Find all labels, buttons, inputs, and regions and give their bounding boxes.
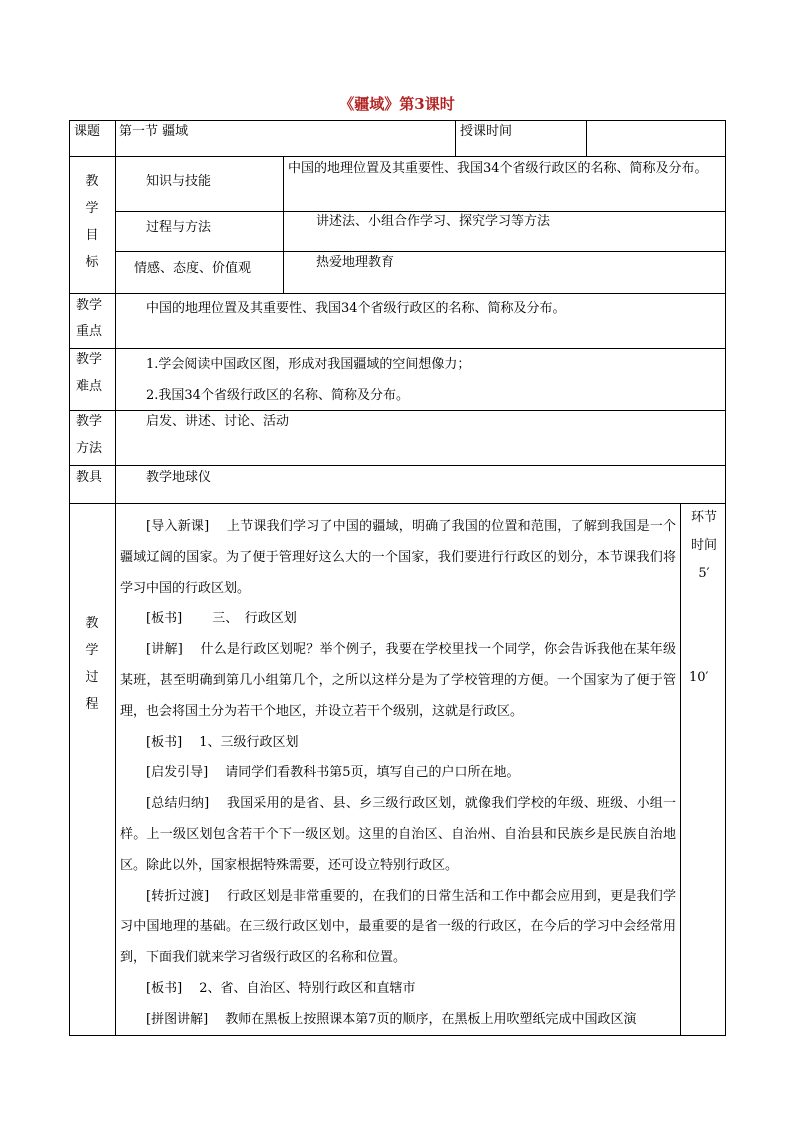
process-paragraph: [拼图讲解] 教师在黑板上按照课本第7页的顺序，在黑板上用吹塑纸完成中国政区演: [146, 1011, 637, 1027]
objective-text-attitude: 热爱地理教育: [316, 255, 395, 270]
stage-time-value: 10′: [689, 670, 709, 685]
process-paragraph: [板书] 2、省、自治区、特别行政区和直辖市: [146, 980, 416, 996]
process-label-char: 过: [85, 670, 99, 685]
objectives-label-char: 标: [85, 255, 99, 270]
objective-text-process: 讲述法、小组合作学习、探究学习等方法: [316, 214, 551, 229]
difficulty-item: 1.学会阅读中国政区图，形成对我国疆域的空间想像力；: [146, 357, 471, 372]
process-paragraph: [讲解] 什么是行政区划呢？举个例子，我要在学校里找一个同学，你会告诉我他在某年级某班，甚至明确到第几小组第几个，之所以这样分是为了学校管理的方便。一个国家为了便于管理，也会将国土分为若干个地区，并设立若干个级别，这就是行政区。: [120, 642, 676, 719]
stage-time-value: 5′: [698, 566, 710, 581]
process-body: [120, 512, 676, 1036]
objectives-label-char: 目: [85, 228, 99, 243]
process-paragraph: [总结归纳] 我国采用的是省、县、乡三级行政区划，就像我们学校的年级、班级、小组一样。上一级区划包含若干个下一级区划。这里的自治区、自治州、自治县和民族乡是民族自治地区。除此以外，国家根据特殊需要，还可设立特别行政区。: [120, 796, 676, 873]
process-label-char: 教: [85, 616, 99, 631]
topic-value: 第一节 疆域: [119, 124, 189, 139]
objective-text-knowledge: 中国的地理位置及其重要性、我国34个省级行政区的名称、简称及分布。: [288, 161, 708, 176]
key-points-label: 重点: [76, 324, 103, 339]
difficulties-label: 教学: [76, 352, 103, 367]
process-paragraph: [启发引导] 请同学们看教科书第5页，填写自己的户口所在地。: [146, 765, 520, 781]
methods-label: 方法: [76, 441, 103, 456]
key-points-text: 中国的地理位置及其重要性、我国34个省级行政区的名称、简称及分布。: [146, 301, 566, 316]
methods-text: 启发、讲述、讨论、活动: [146, 414, 290, 429]
objective-name-knowledge: 知识与技能: [146, 174, 212, 189]
process-paragraph: [转折过渡] 行政区划是非常重要的，在我们的日常生活和工作中都会应用到，更是我们学习中国地理的基础。在三级行政区划中，最重要的是省一级的行政区，在今后的学习中会经常用到，下面我们就来学习省级行政区的名称和位置。: [120, 888, 676, 966]
objectives-label-char: 学: [85, 201, 99, 216]
process-paragraph: [导入新课] 上节课我们学习了中国的疆域，明确了我国的位置和范围，了解到我国是一个疆域辽阔的国家。为了便于管理好这么大的一个国家，我们要进行行政区的划分，本节课我们将学习中国的行政区划。: [120, 519, 676, 596]
process-label-char: 学: [85, 643, 99, 658]
process-paragraph: [板书] 1、三级行政区划: [146, 734, 299, 750]
stage-time-label: 时间: [690, 538, 717, 553]
objective-name-process: 过程与方法: [146, 220, 212, 235]
objective-name-attitude: 情感、态度、价值观: [134, 261, 252, 276]
tools-label: 教具: [76, 470, 103, 485]
difficulties-label: 难点: [76, 379, 103, 394]
teaching-time-label: 授课时间: [460, 124, 513, 139]
tools-text: 教学地球仪: [146, 470, 212, 485]
methods-label: 教学: [76, 414, 103, 429]
process-label-char: 程: [85, 697, 99, 712]
key-points-label: 教学: [76, 298, 103, 313]
topic-label: 课题: [74, 124, 101, 139]
objectives-label-char: 教: [85, 174, 99, 189]
difficulty-item: 2.我国34个省级行政区的名称、简称及分布。: [146, 388, 409, 403]
process-paragraph: [板书] 三、 行政区划: [146, 611, 297, 627]
stage-time-column: [684, 503, 724, 586]
document-title: 《疆域》第3课时: [339, 95, 455, 113]
stage-time-label: 环节: [690, 510, 717, 525]
